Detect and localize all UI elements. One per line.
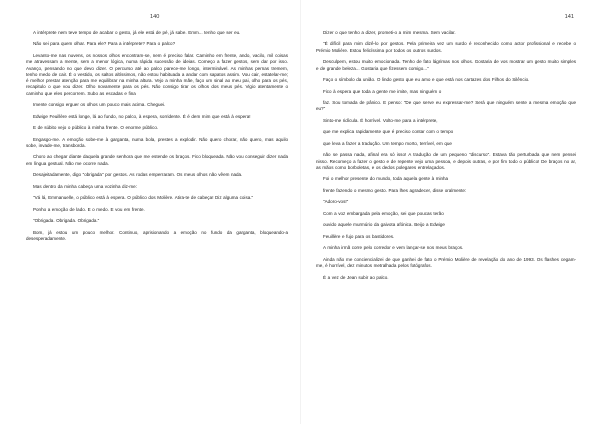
right-page-number: 141 [564,14,574,20]
paragraph: E de súbito vejo o público à minha frente. O enorme público. [33,125,159,131]
paragraph: não se passa nada, afinal era só isso! A tradução de um pequeno "discurso". Estava tão perturbada que nem pensei nisso. Recomeço a fazer o gesto e de repente vejo uma pessoa, e depois outras, e por fim todo o público! De braços no ar, as mãos como borboletas, e os dedos polegares entrelaçados. [316,152,576,170]
paragraph: É a vez de Jean subir ao palco. [323,274,389,280]
paragraph: Engasgo-me. A emoção sobe-me à garganta, numa bola, prestes a explodir. Não quero chorar, não quero, mas aquilo sobe, invade-me, transborda. [26,136,288,148]
paragraph: Bom, já estou um pouco melhor. Continuo, aprisionando a emoção no fundo da garganta, bloqueando-a desesperadamente. [26,229,288,241]
paragraph: Edwige Feuillère está longe, lá ao fundo, no palco, à espera, sorridente. É é dem mim que está à espera! [33,113,251,119]
paragraph: Dizer o que tenho a dizer, prometi-o a mim mesma. Sem vacilar. [323,30,456,35]
left-page-number: 140 [150,14,160,20]
paragraph: Choro ao chegar diante daquela grande senhora que me estende os braços. Fico bloqueada. Não vou conseguir dizer nada em língua gestual. Não me ocorre nada. [26,154,288,166]
paragraph: Ponho a emoção de lado. E o medo. E vou em frente. [33,206,145,212]
right-page [300,0,600,424]
paragraph: Foi o melhor presente do mundo, toda aquela gente à minha [323,176,449,182]
paragraph: Imente consigo erguer os olhos um pouco mais acima. Cheguei. [33,102,166,108]
paragraph: ouvido aquele murmúrio da gaivota afónica. Beijo a Edwige [323,222,445,228]
paragraph: A intérprete nem teve tempo de acabar o gesto, já ele está de pé, já sabe. Emm... tenho que ser eu. [33,30,241,35]
paragraph: "Vá lá, Emmanuelle, o público está à espera. O público dos Molière. Atira-te de cabeça! Diz alguma coisa." [33,195,254,201]
paragraph: Com a voz embargada pela emoção, sei que poucas terão [323,210,444,216]
paragraph: Mas dentro da minha cabeça uma vozinha diz-me: [33,183,137,189]
paragraph: "Adoro-vos!" [323,199,349,205]
paragraph: Levanto-me nas nuvens, os nossos olhos encontram-se, nem é preciso falar. Caminho em frente, ando, vacilo, mil coisas me atravessam a mente, sem a menor lógica, numa rápida sucessão de ideias. Começo a fazer gestos, sem dar por isso. Avanço, pensando no que devo dizer. O percurso até ao palco parece-me longo, interminável. As minhas pernas tremem, tenho medo de cair. É o vestido, os saltos altíssimos, não estou habituada a andar com sapatos assim. Vou cair, estatelar-me; é melhor prestar atenção para me equilibrar na minha altura. Vejo a minha mãe, faço um sinal ao meu pai, olho para os pés, recapitulo o que vou dizer. Olho novamente para os pés. Não consigo tirar os olhos dos meus pés. Vigio atentamente o caminho que eles percorrem. Subo as escadas e fina [26,52,288,96]
left-page-body [26,30,288,242]
paragraph: frente fazendo o mesmo gesto. Para lhes agradecer, disse oralmente: [323,187,467,193]
paragraph: "É difícil para mim dizê-lo por gestos. Pela primeira vez um surdo é reconhecido como actor profissional e recebe o Prémio Molière. Estou felicíssima por todos os outros surdos. [316,41,576,53]
paragraph: A minha irmã corre pelo corredor e vem lançar-se nos meus braços. [323,245,464,251]
paragraph: Desculpem, estou muito emocionada. Tenho de fato lágrimas nos olhos. Gostaria de vos mostrar um gesto muito simples e de grande beleza... Gostaria que fizessem comigo..." [316,59,576,71]
paragraph: Ainda não me conciencializei de que ganhei de fato o Prémio Molière de revelação do ano de 1993. Os flashes cegam-me, é horrível, dez minutos metralhada pelos fotógrafos. [316,256,576,269]
right-page-body [316,30,576,281]
paragraph: Fico à espera que toda a gente me imite, mas ninguém o [323,88,442,94]
paragraph: Sinto-me ridícula. É horrível. Volto-me para a intérprete, [323,117,438,123]
paragraph: Não sei para quem olhar. Para ele? Para a intérprete? Para o palco? [33,41,176,47]
paragraph: Desajeitadamente, digo "obrigada" por gestos. As rodas emperraram. Os meus olhos não vêem nada. [33,172,243,178]
paragraph: que leva a fazer a tradução. Um tempo morto, terrível, em que [323,140,452,146]
paragraph: Faço o símbolo da união. O lindo gesto que eu amo e que está nos cartazes dos Filhos do Silêncio. [323,77,530,83]
paragraph: "Obrigada. Obrigada. Obrigada." [33,218,100,224]
paragraph: faz. Sou tomada de pânico. E penso: "De que serve eu expressar-me? Será que ninguém sente a mesma emoção que eu?" [316,100,576,112]
paragraph: que me explica rapidamente que é preciso contar com o tempo [323,129,454,135]
paragraph: Feuillère e fujo para os bastidores. [323,233,395,239]
